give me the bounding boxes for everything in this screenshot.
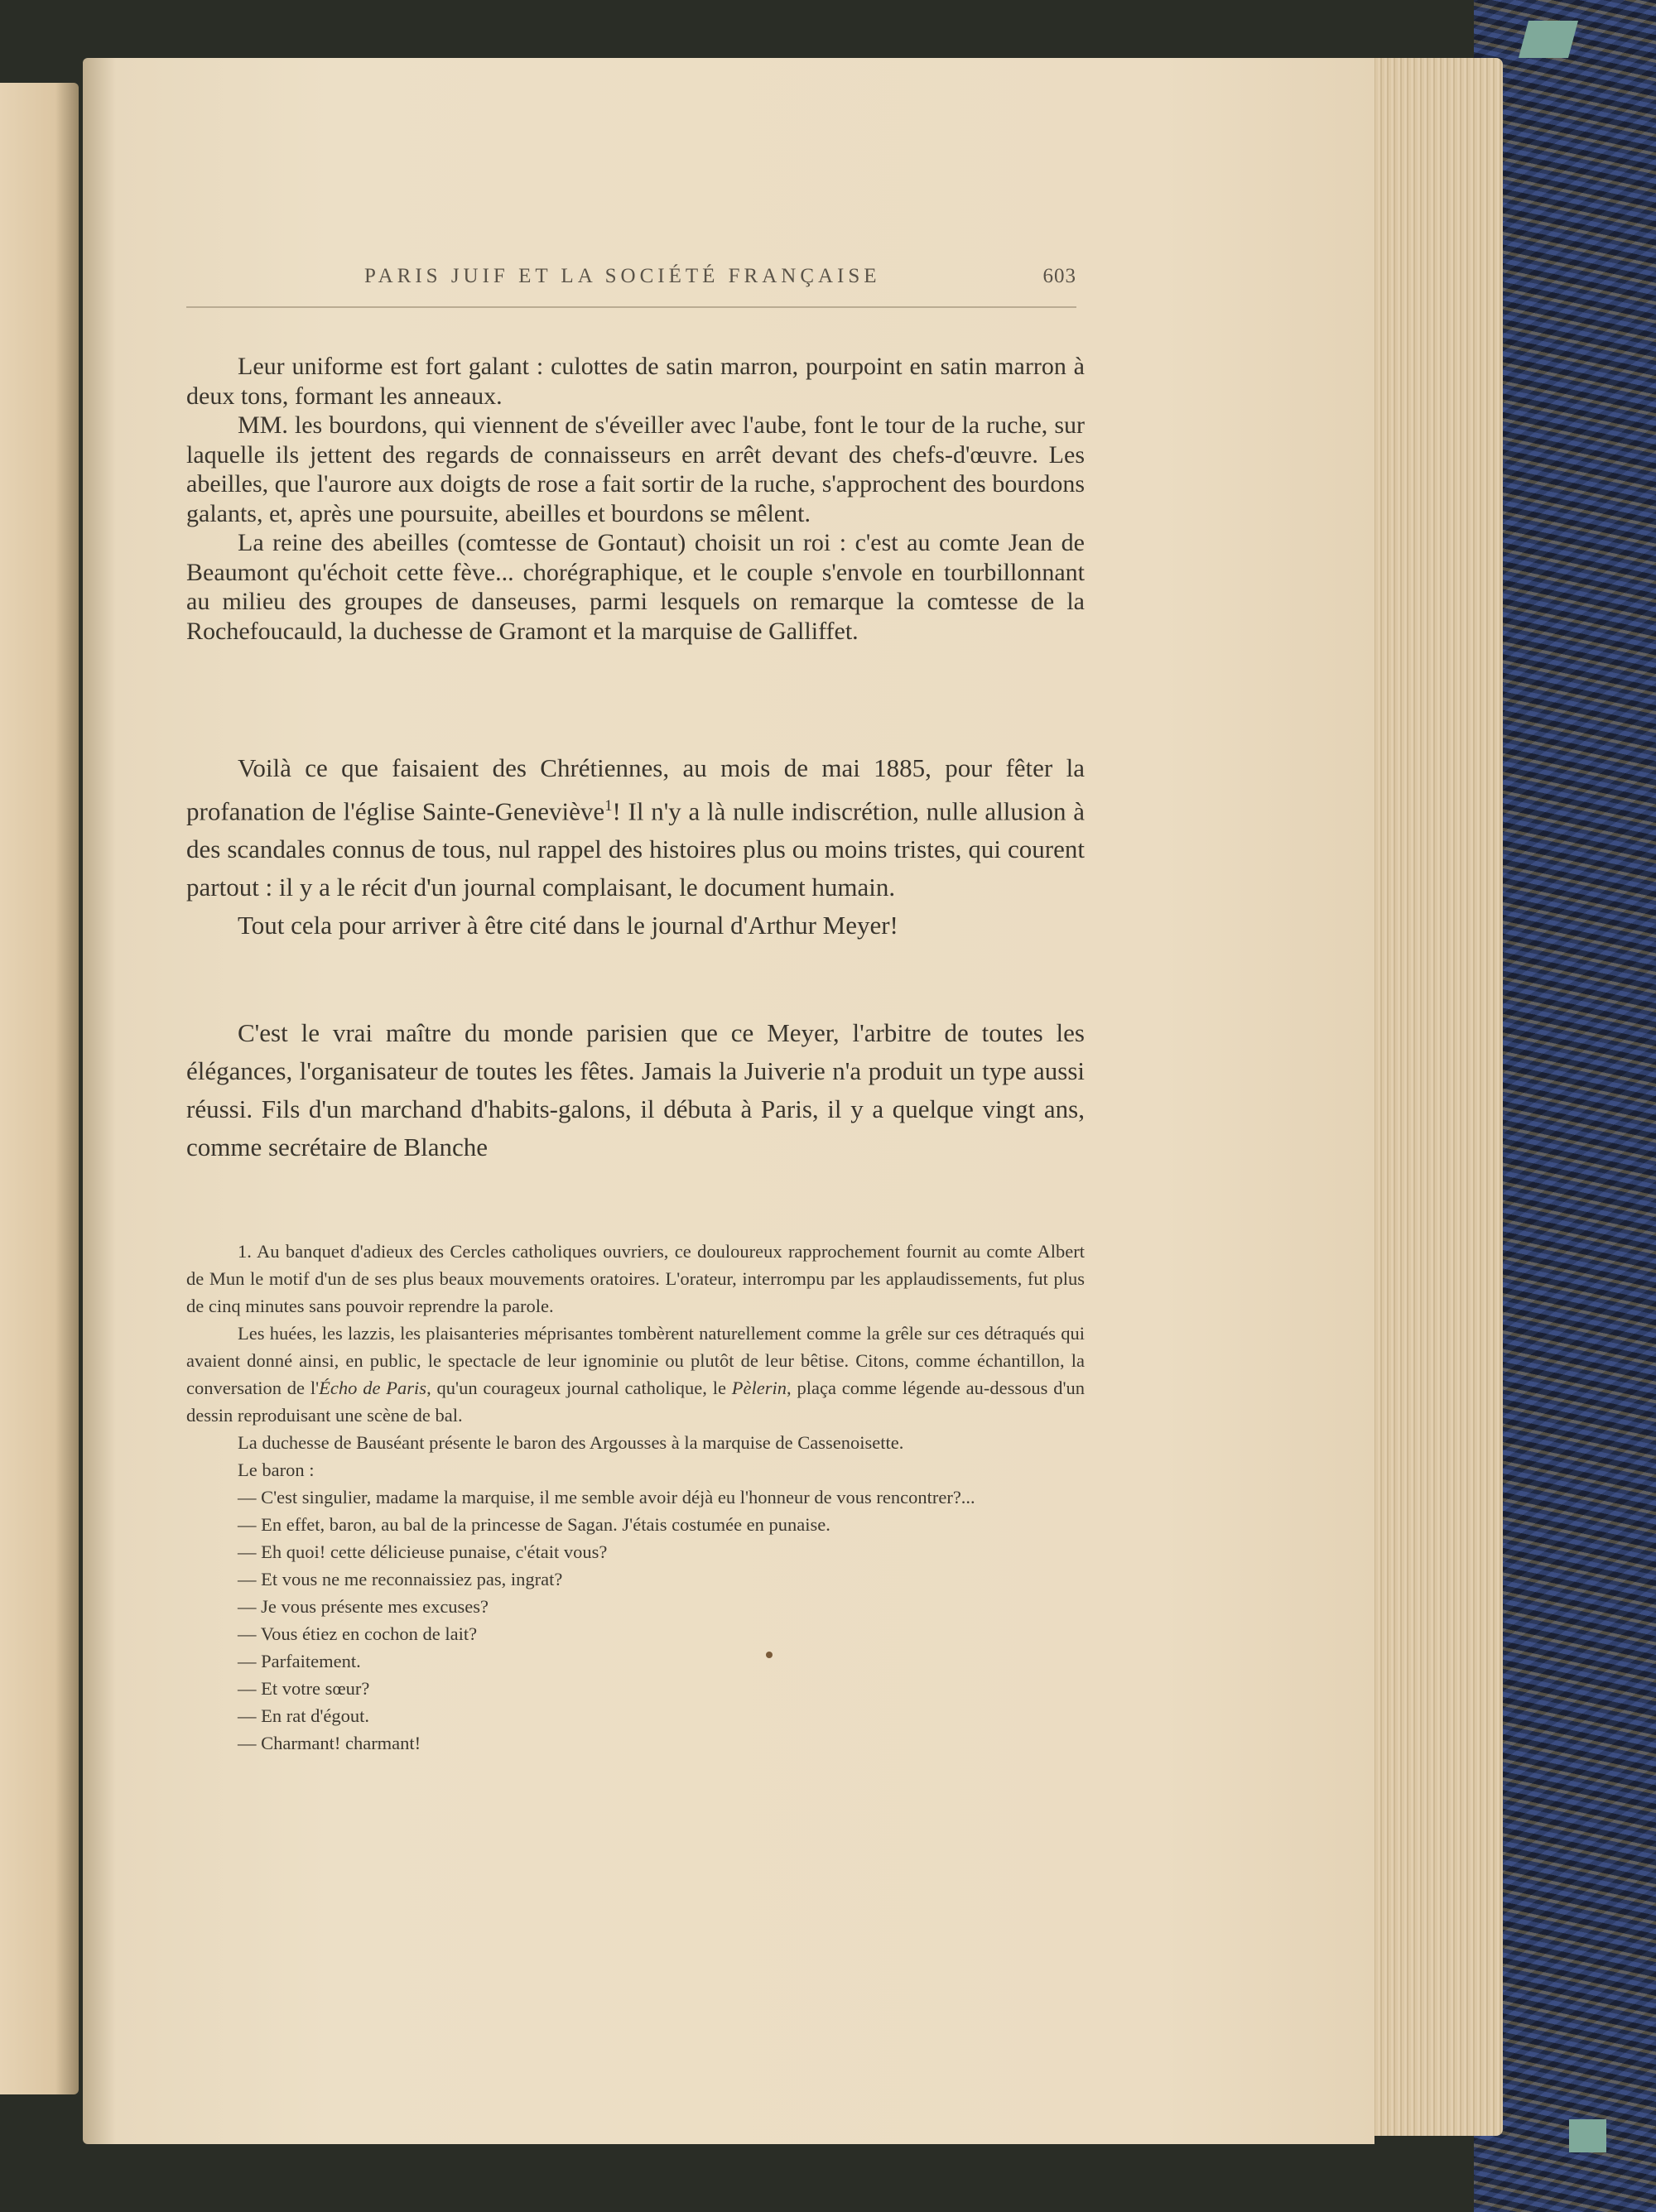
dialogue-line: — En effet, baron, au bal de la princesse de Sagan. J'étais costumée en punaise. [238,1514,830,1535]
footnote-paragraph [186,1320,1085,1429]
binding-corner-bottom [1569,2119,1606,2152]
paragraph [186,749,1085,906]
paragraph: C'est le vrai maître du monde parisien que ce Meyer, l'arbitre de toutes les élégances, l'organisateur de toutes les fêtes. Jamais la Juiverie n'a produit un type aussi réussi. Fils d'un marchand d'habits-galons, il débuta à Paris, il y a quelque vingt ans, comme secrétaire de Blanche [186,1018,1085,1161]
dialogue-line: — Vous étiez en cochon de lait? [238,1623,478,1644]
dialogue-line: — Et vous ne me reconnaissiez pas, ingrat? [238,1569,563,1589]
dialogue-line: — Je vous présente mes excuses? [238,1596,489,1617]
footnote-paragraph: 1. Au banquet d'adieux des Cercles catholiques ouvriers, ce douloureux rapprochement fournit au comte Albert de Mun le motif d'un de ses plus beaux mouvements oratoires. L'orateur, interrompu par les applaudissements, fut plus de cinq minutes sans pouvoir reprendre la parole. [186,1241,1085,1316]
footnotes [186,1238,1085,1757]
paragraph: La reine des abeilles (comtesse de Gontaut) choisit un roi : c'est au comte Jean de Beaumont qu'échoit cette fève... chorégraphique, et le couple s'envole en tourbillonnant au milieu des groupes de danseuses, parmi lesquels on remarque la comtesse de la Rochefoucauld, la duchesse de Gramont et la marquise de Galliffet. [186,529,1085,645]
left-page-edge [0,83,79,2094]
running-head-title: PARIS JUIF ET LA SOCIÉTÉ FRANÇAISE [364,265,881,287]
paragraph: MM. les bourdons, qui viennent de s'éveiller avec l'aube, font le tour de la ruche, sur laquelle ils jettent des regards de connaisseurs en arrêt devant des chefs-d'œuvre. Les abeilles, que l'aurore aux doigts de rose a fait sortir de la ruche, s'approchent des bourdons galants, et, après une poursuite, abeilles et bourdons se mêlent. [186,411,1085,527]
text-span: ! Il n'y a là nulle indiscrétion, nulle allusion à des scandales connus de tous, nul rappel des histoires plus ou moins tristes, qui courent partout : il y a le récit d'un journal complaisant, le document humain. [186,796,1085,902]
footnote-paragraph: — C'est singulier, madame la marquise, il me semble avoir déjà eu l'honneur de vous rencontrer?... [238,1487,975,1508]
ink-spot [766,1652,773,1658]
dialogue-list [186,1511,1085,1757]
dialogue-line: — En rat d'égout. [238,1705,370,1726]
text-span: Les huées, les lazzis, les plaisanteries méprisantes tombèrent naturellement comme la grêle sur ces détraqués qui avaient donné ainsi, en public, le spectacle de leur ignominie ou plutôt de leur bêtise. Citons, comme échantillon, la conversation de l' [186,1323,1085,1398]
running-head [186,265,1076,306]
binding-corner-top [1519,21,1578,58]
footnote-marker: 1 [604,797,613,815]
paragraph: Leur uniforme est fort galant : culottes de satin marron, pourpoint en satin marron à deux tons, formant les anneaux. [186,353,1085,410]
header-rule [186,306,1076,308]
footnote-paragraph: La duchesse de Bauséant présente le baron des Argousses à la marquise de Cassenoisette. [238,1432,904,1453]
text-block-2 [186,749,1085,945]
text-block-3 [186,1014,1085,1166]
text-span: , plaça comme légende au-dessous d'un dessin reproduisant une scène de bal. [186,1378,1085,1426]
page-number: 603 [1042,265,1076,287]
page-edges-stack [1358,58,1503,2136]
dialogue-line: — Eh quoi! cette délicieuse punaise, c'était vous? [238,1541,608,1562]
paragraph: Tout cela pour arriver à être cité dans le journal d'Arthur Meyer! [238,911,898,940]
text-block-1 [186,352,1085,646]
dialogue-line: — Charmant! charmant! [238,1733,421,1753]
text-span: , qu'un courageux journal catholique, le [426,1378,732,1398]
dialogue-line: — Parfaitement. [238,1651,361,1671]
dialogue-line: — Et votre sœur? [238,1678,370,1699]
text-span: Voilà ce que faisaient des Chrétiennes, au mois de mai 1885, pour fêter la profanation de l'église Sainte-Geneviève [186,753,1085,826]
italic-title: Écho de Paris [319,1378,427,1398]
footnote-paragraph: Le baron : [238,1459,315,1480]
italic-title: Pèlerin [731,1378,787,1398]
